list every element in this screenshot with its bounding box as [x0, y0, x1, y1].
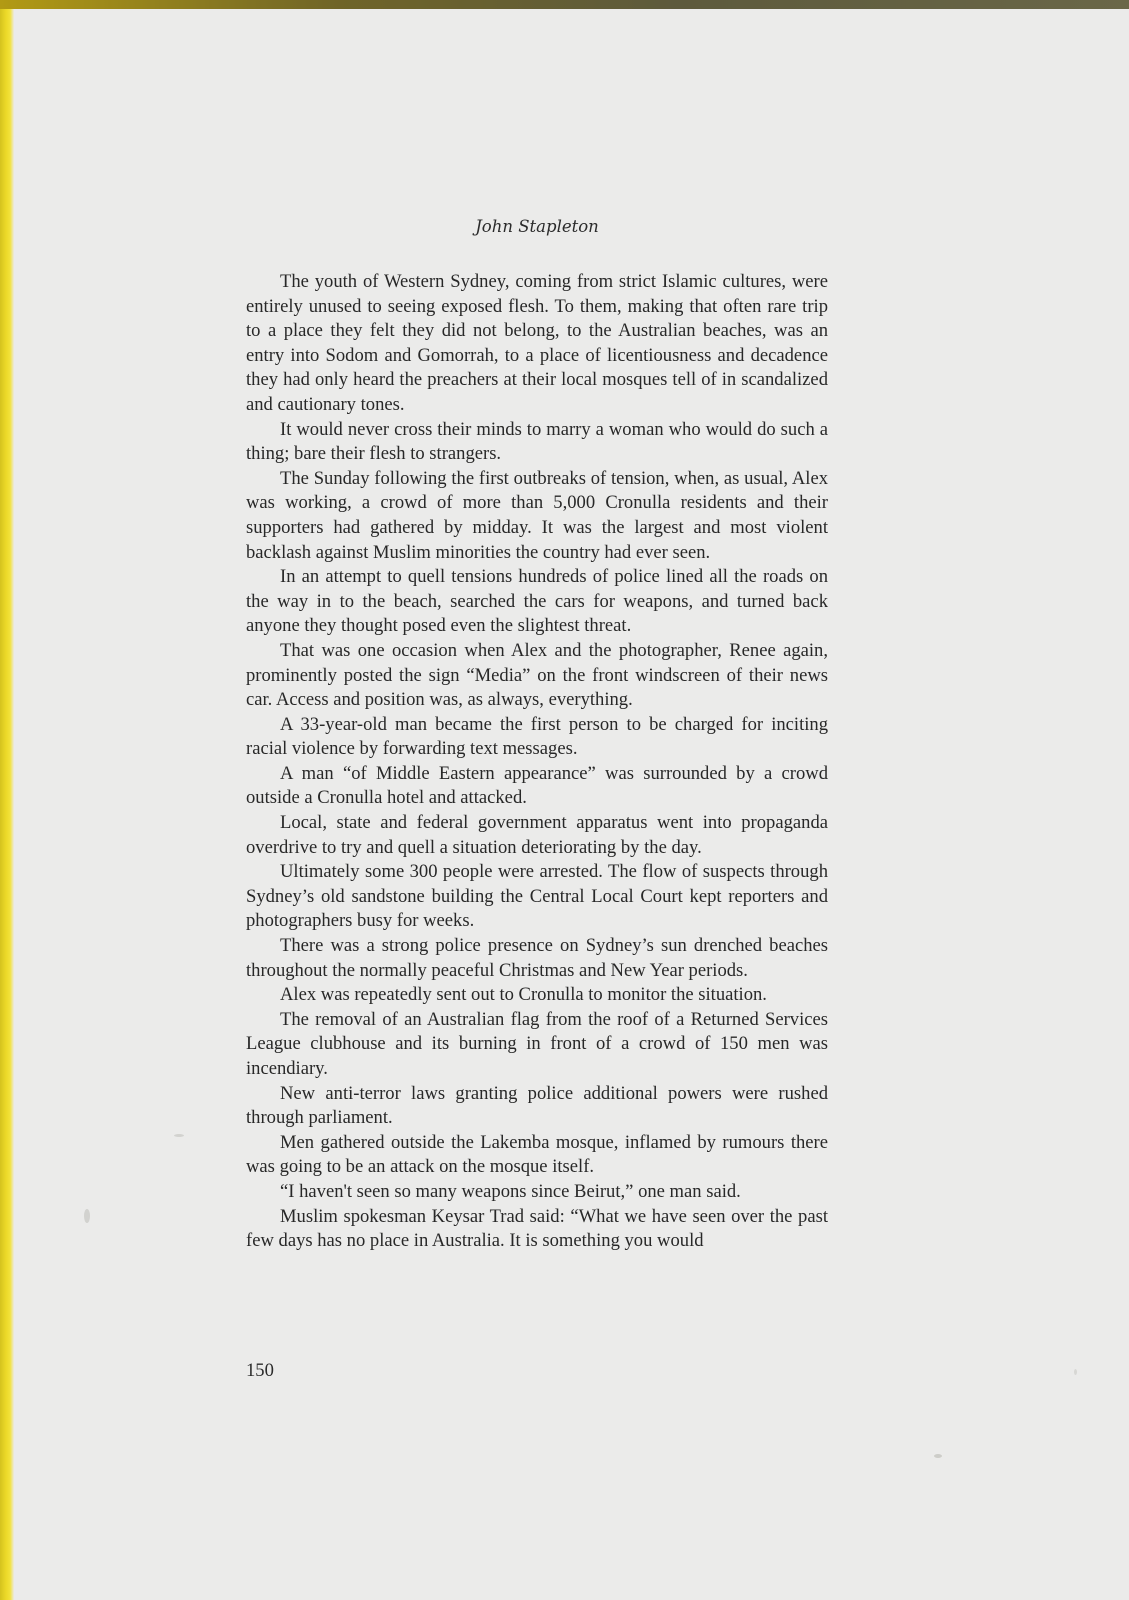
paragraph: “I haven't seen so many weapons since Beirut,” one man said. — [280, 1180, 741, 1202]
body-text — [246, 270, 828, 1254]
paper-speck — [1074, 1369, 1077, 1375]
page-number: 150 — [246, 1360, 274, 1381]
running-head: John Stapleton — [475, 217, 599, 236]
paragraph: There was a strong police presence on Sydney’s sun drenched beaches throughout the normally peaceful Christmas and New Year periods. — [246, 935, 828, 981]
paragraph: It would never cross their minds to marry a woman who would do such a thing; bare their flesh to strangers. — [246, 418, 828, 465]
scan-top-edge — [0, 0, 1129, 9]
paragraph: A 33-year-old man became the first person to be charged for inciting racial violence by forwarding text messages. — [246, 713, 828, 760]
paragraph: Muslim spokesman Keysar Trad said: “What we have seen over the past few days has no place in Australia. It is something you would — [246, 1205, 828, 1252]
paragraph: The removal of an Australian flag from the roof of a Returned Services League clubhouse and its burning in front of a crowd of 150 men was incendiary. — [246, 1008, 828, 1079]
paragraph: Local, state and federal government apparatus went into propaganda overdrive to try and quell a situation deteriorating by the day. — [246, 812, 828, 858]
paragraph: The Sunday following the first outbreaks of tension, when, as usual, Alex was working, a crowd of more than 5,000 Cronulla residents and their supporters had gathered by midday. It was the largest and most violent backlash against Muslim minorities the country had ever seen. — [246, 467, 828, 563]
paper-speck — [84, 1209, 90, 1223]
paragraph: Alex was repeatedly sent out to Cronulla to monitor the situation. — [280, 984, 767, 1006]
paragraph: That was one occasion when Alex and the photographer, Renee again, prominently posted the sign “Media” on the front windscreen of their news car. Access and position was, as always, everything. — [246, 639, 828, 711]
paragraph: The youth of Western Sydney, coming from strict Islamic cultures, were entirely unused to seeing exposed flesh. To them, making that often rare trip to a place they felt they did not belong, to the Australian beaches, was an entry into Sodom and Gomorrah, to a place of licentiousness and decadence they had only heard the preachers at their local mosques tell of in scandalized and cautionary tones. — [246, 271, 828, 415]
paragraph: In an attempt to quell tensions hundreds of police lined all the roads on the way in to the beach, searched the cars for weapons, and turned back anyone they thought posed even the slightest threat. — [246, 566, 828, 637]
paragraph: Ultimately some 300 people were arrested. The flow of suspects through Sydney’s old sandstone building the Central Local Court kept reporters and photographers busy for weeks. — [246, 861, 828, 932]
paragraph: New anti-terror laws granting police additional powers were rushed through parliament. — [246, 1082, 828, 1129]
paper-speck — [174, 1134, 184, 1137]
paper-speck — [934, 1454, 942, 1458]
paragraph: A man “of Middle Eastern appearance” was surrounded by a crowd outside a Cronulla hotel and attacked. — [246, 762, 828, 809]
paragraph: Men gathered outside the Lakemba mosque, inflamed by rumours there was going to be an attack on the mosque itself. — [246, 1131, 828, 1178]
